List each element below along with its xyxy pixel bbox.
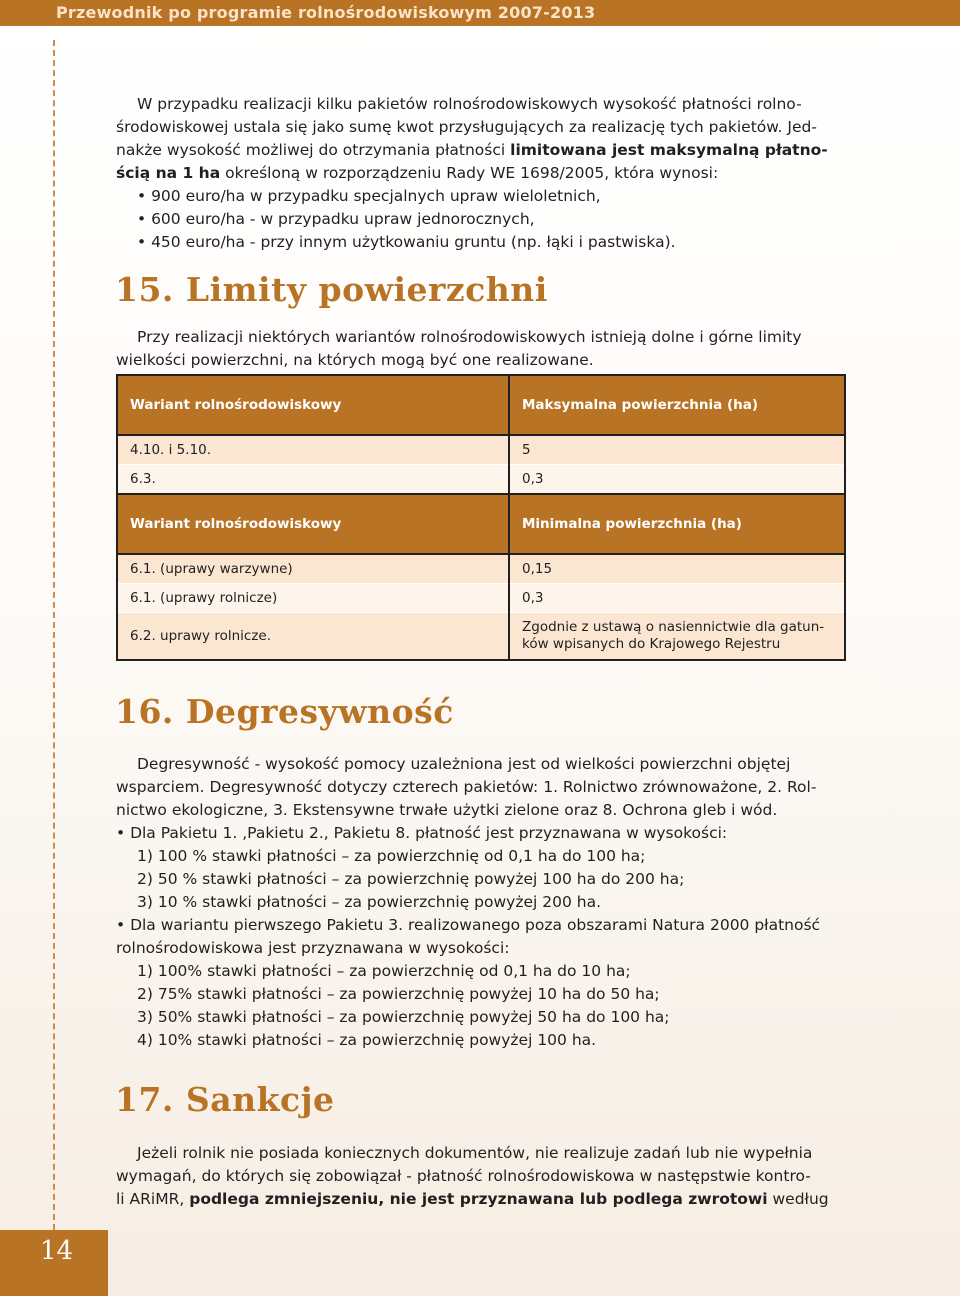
intro-line-4 bbox=[116, 162, 718, 185]
section-17-line-3-end: według bbox=[767, 1190, 829, 1208]
table-header-min bbox=[117, 494, 845, 554]
cell-value bbox=[509, 613, 845, 661]
section-17-line-1: Jeżeli rolnik nie posiada koniecznych dokumentów, nie realizuje zadań lub nie wypełnia bbox=[137, 1144, 813, 1162]
section-17-line-3 bbox=[116, 1188, 829, 1211]
section-16-line-10: 1) 100% stawki płatności – za powierzchnię od 0,1 ha do 10 ha; bbox=[137, 962, 631, 980]
section-16-line-6: 2) 50 % stawki płatności – za powierzchnię powyżej 100 ha do 200 ha; bbox=[137, 870, 685, 888]
cell-value: 0,3 bbox=[509, 584, 845, 613]
intro-line-1: W przypadku realizacji kilku pakietów rolnośrodowiskowych wysokość płatności rolno- bbox=[137, 95, 802, 113]
section-16-line-3: nictwo ekologiczne, 3. Ekstensywne trwałe użytki zielone oraz 8. Ochrona gleb i wód. bbox=[116, 801, 778, 819]
table-row bbox=[117, 613, 845, 661]
page-number: 14 bbox=[40, 1236, 74, 1266]
intro-bullet-2: • 600 euro/ha - w przypadku upraw jednorocznych, bbox=[137, 210, 535, 228]
table-row bbox=[117, 584, 845, 613]
section-16-line-7: 3) 10 % stawki płatności – za powierzchnię powyżej 200 ha. bbox=[137, 893, 602, 911]
section-16-line-8: • Dla wariantu pierwszego Pakietu 3. realizowanego poza obszarami Natura 2000 płatność bbox=[116, 916, 821, 934]
area-limits-table bbox=[116, 374, 846, 661]
cell-value: 0,15 bbox=[509, 554, 845, 584]
section-16-line-4: • Dla Pakietu 1. ,Pakietu 2., Pakietu 8. płatność jest przyznawana w wysokości: bbox=[116, 824, 728, 842]
table-header-max bbox=[117, 375, 845, 435]
section-17-line-2: wymagań, do których się zobowiązał - płatność rolnośrodowiskowa w następstwie kontro- bbox=[116, 1167, 811, 1185]
section-16-line-11: 2) 75% stawki płatności – za powierzchnię powyżej 10 ha do 50 ha; bbox=[137, 985, 660, 1003]
section-16-line-9: rolnośrodowiskowa jest przyznawana w wysokości: bbox=[116, 939, 510, 957]
table-row bbox=[117, 554, 845, 584]
section-16-heading: 16. Degresywność bbox=[115, 692, 454, 731]
header-title: Przewodnik po programie rolnośrodowiskowym 2007-2013 bbox=[56, 3, 596, 22]
section-16-line-2: wsparciem. Degresywność dotyczy czterech pakietów: 1. Rolnictwo zrównoważone, 2. Rol- bbox=[116, 778, 817, 796]
section-15-heading: 15. Limity powierzchni bbox=[115, 270, 548, 309]
table-row bbox=[117, 465, 845, 495]
intro-line-3-bold: limitowana jest maksymalną płatno- bbox=[510, 141, 828, 159]
header-cell-variant: Wariant rolnośrodowiskowy bbox=[117, 494, 509, 554]
header-cell-variant: Wariant rolnośrodowiskowy bbox=[117, 375, 509, 435]
header-cell-min-area: Minimalna powierzchnia (ha) bbox=[509, 494, 845, 554]
intro-line-4-text: określoną w rozporządzeniu Rady WE 1698/2005, która wynosi: bbox=[220, 164, 719, 182]
section-17-line-3-text: li ARiMR, bbox=[116, 1190, 190, 1208]
header-cell-max-area: Maksymalna powierzchnia (ha) bbox=[509, 375, 845, 435]
cell-value: 0,3 bbox=[509, 465, 845, 495]
cell-variant: 6.3. bbox=[117, 465, 509, 495]
intro-line-3-text: nakże wysokość możliwej do otrzymania płatności bbox=[116, 141, 511, 159]
cell-value-line-2: ków wpisanych do Krajowego Rejestru bbox=[522, 636, 781, 652]
section-16-line-5: 1) 100 % stawki płatności – za powierzchnię od 0,1 ha do 100 ha; bbox=[137, 847, 646, 865]
table-row bbox=[117, 435, 845, 465]
section-15-para-line-1: Przy realizacji niektórych wariantów rolnośrodowiskowych istnieją dolne i górne limity bbox=[137, 328, 802, 346]
cell-variant: 6.2. uprawy rolnicze. bbox=[117, 613, 509, 661]
section-17-heading: 17. Sankcje bbox=[115, 1080, 335, 1119]
cell-value: 5 bbox=[509, 435, 845, 465]
intro-bullet-1: • 900 euro/ha w przypadku specjalnych upraw wieloletnich, bbox=[137, 187, 601, 205]
intro-bullet-3: • 450 euro/ha - przy innym użytkowaniu gruntu (np. łąki i pastwiska). bbox=[137, 233, 676, 251]
intro-line-4-bold: ścią na 1 ha bbox=[116, 164, 221, 182]
intro-line-2: środowiskowej ustala się jako sumę kwot przysługujących za realizację tych pakietów. Jed- bbox=[116, 118, 817, 136]
cell-variant: 4.10. i 5.10. bbox=[117, 435, 509, 465]
intro-line-3 bbox=[116, 139, 828, 162]
cell-value-line-1: Zgodnie z ustawą o nasiennictwie dla gatun- bbox=[522, 619, 825, 635]
section-16-line-1: Degresywność - wysokość pomocy uzależniona jest od wielkości powierzchni objętej bbox=[137, 755, 791, 773]
section-16-line-13: 4) 10% stawki płatności – za powierzchnię powyżej 100 ha. bbox=[137, 1031, 597, 1049]
margin-dashed-line bbox=[53, 40, 55, 1230]
section-16-line-12: 3) 50% stawki płatności – za powierzchnię powyżej 50 ha do 100 ha; bbox=[137, 1008, 670, 1026]
section-15-para-line-2: wielkości powierzchni, na których mogą być one realizowane. bbox=[116, 351, 594, 369]
cell-variant: 6.1. (uprawy warzywne) bbox=[117, 554, 509, 584]
section-17-line-3-bold: podlega zmniejszeniu, nie jest przyznawana lub podlega zwrotowi bbox=[189, 1190, 768, 1208]
cell-variant: 6.1. (uprawy rolnicze) bbox=[117, 584, 509, 613]
